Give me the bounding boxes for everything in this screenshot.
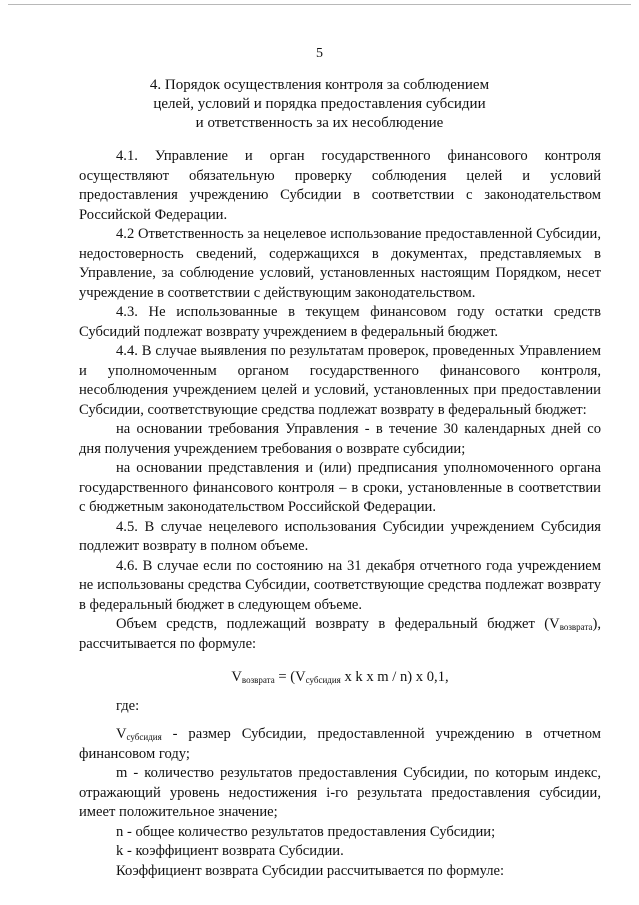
section-title <box>60 76 579 133</box>
definition-v-sub: субсидия <box>126 732 162 742</box>
formula-lhs: V <box>231 669 242 685</box>
definition-v-text: - размер Субсидии, предоставленной учреждению в отчетном финансовом году; <box>79 726 601 762</box>
paragraph-4-5: 4.5. В случае нецелевого использования Субсидии учреждением Субсидия подлежит возврату в полном объеме. <box>79 518 601 554</box>
volume-intro-after: ), рассчитывается по формуле: <box>79 616 601 652</box>
paragraph-4-3: 4.3. Не использованные в текущем финансовом году остатки средств Субсидий подлежат возврату учреждением в федеральный бюджет. <box>79 304 601 340</box>
volume-intro-before: Объем средств, подлежащий возврату в федеральный бюджет (V <box>116 616 560 632</box>
section-title-line-2: целей, условий и порядка предоставления субсидии <box>153 96 486 112</box>
section-title-line-1: 4. Порядок осуществления контроля за соблюдением <box>149 77 490 93</box>
formula-rhs: x k x m / n) x 0,1, <box>340 669 449 685</box>
paragraph-4-4-b: на основании представления и (или) предписания уполномоченного органа государственного финансового контроля – в сроки, установленные в соответствии с бюджетным законодательством Российской Федерации. <box>79 460 601 515</box>
section-title-line-3: и ответственность за их несоблюдение <box>195 115 444 131</box>
definition-m: m - количество результатов предоставления Субсидии, по которым индекс, отражающий уровень недостижения i-го результата предоставления субсидии, имеет положительное значение; <box>79 765 601 820</box>
definition-n: n - общее количество результатов предоставления Субсидии; <box>116 823 496 840</box>
paragraph-4-2: 4.2 Ответственность за нецелевое использование предоставленной Субсидии, недостоверность сведений, содержащихся в документах, представляемых в Управление, за соблюдение условий, установленных настоящим Порядком, несет учреждение в соответствии с действующим законодательством. <box>79 226 601 301</box>
page-number: 5 <box>316 46 323 61</box>
formula-mid-sub: субсидия <box>305 675 341 685</box>
where-label: где: <box>116 697 140 714</box>
definition-k: k - коэффициент возврата Субсидии. <box>116 843 344 859</box>
formula <box>79 668 601 688</box>
closing-line: Коэффициент возврата Субсидии рассчитывается по формуле: <box>116 862 505 879</box>
top-border-line <box>8 4 631 5</box>
formula-mid: = (V <box>274 669 306 685</box>
document-body <box>79 147 601 881</box>
formula-lhs-sub: возврата <box>241 675 275 685</box>
volume-intro <box>79 615 601 654</box>
paragraph-4-4-a: на основании требования Управления - в течение 30 календарных дней со дня получения учреждением требования о возврате субсидии; <box>79 421 601 457</box>
paragraph-4-1: 4.1. Управление и орган государственного финансового контроля осуществляют обязательную проверку соблюдения целей и условий предоставления учреждению Субсидии в соответствии с законодательством Российской Федерации. <box>79 148 601 223</box>
definition-v-symbol: V <box>116 726 127 742</box>
paragraph-4-4: 4.4. В случае выявления по результатам проверок, проведенных Управлением и уполномоченным органом государственного финансового контроля, несоблюдения учреждением целей и условий, установленных при предоставлении Субсидии, соответствующие средства подлежат возврату в федеральный бюджет: <box>79 343 601 418</box>
volume-intro-sub: возврата <box>559 622 593 632</box>
definition-v <box>79 725 601 764</box>
paragraph-4-6: 4.6. В случае если по состоянию на 31 декабря отчетного года учреждением не использованы средства Субсидии, соответствующие средства подлежат возврату в федеральный бюджет в следующем объеме. <box>79 557 601 613</box>
